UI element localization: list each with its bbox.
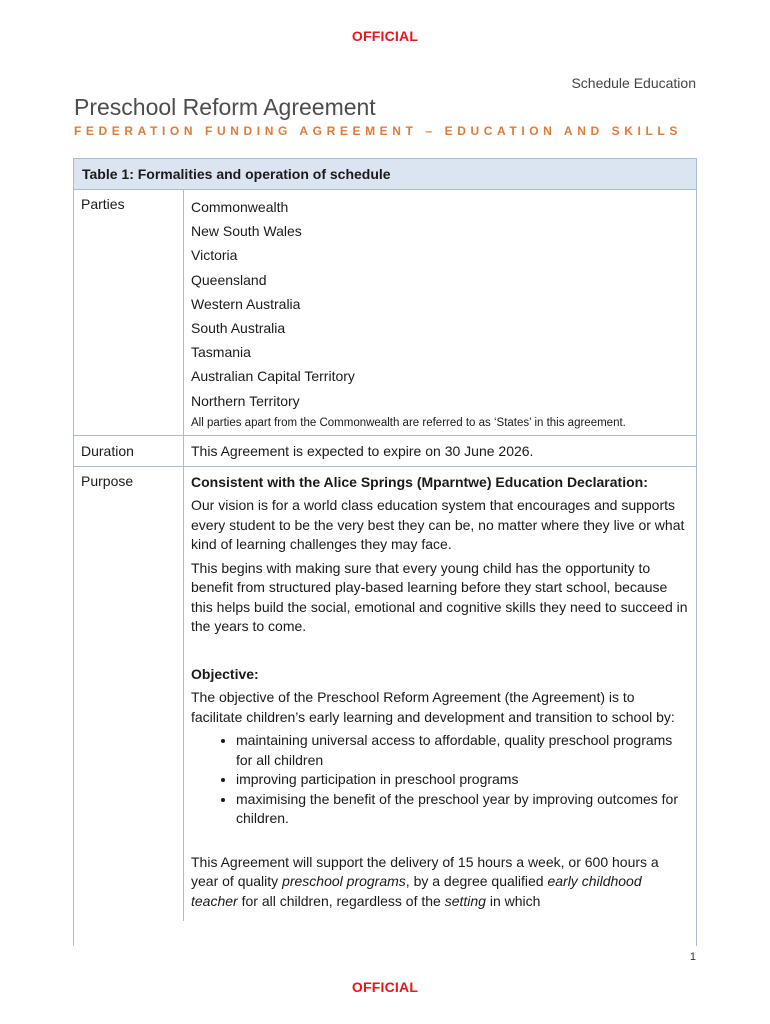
party-item: Queensland <box>191 271 267 288</box>
parties-note: All parties apart from the Commonwealth are referred to as ‘States’ in this agreement. <box>191 416 626 429</box>
declaration-heading: Consistent with the Alice Springs (Mparntwe) Education Declaration: <box>191 473 648 490</box>
page-number: 1 <box>689 951 696 963</box>
objective-list <box>191 731 689 829</box>
party-item: Northern Territory <box>191 392 300 409</box>
list-item: • improving participation in preschool programs <box>236 770 689 790</box>
list-item: • maximising the benefit of the preschool year by improving outcomes for children. <box>236 790 689 829</box>
list-item: • maintaining universal access to affordable, quality preschool programs for all children <box>236 731 689 770</box>
row-label-parties: Parties <box>74 190 184 435</box>
party-item: Australian Capital Territory <box>191 368 355 385</box>
party-item: New South Wales <box>191 223 302 240</box>
row-label-purpose: Purpose <box>74 467 184 922</box>
begins-paragraph: This begins with making sure that every young child has the opportunity to benefit from structured play-based learning before they start school, because this helps build the social, emotional and cognitive skills they need to succeed in the years to come. <box>191 559 688 635</box>
table-caption: Table 1: Formalities and operation of schedule <box>74 159 696 190</box>
support-paragraph: This Agreement will support the delivery of 15 hours a week, or 600 hours a year of quality preschool programs, by a degree qualified early childhood teacher for all children, regardless of the setting in which <box>191 853 659 909</box>
classification-marking-bottom: OFFICIAL <box>351 979 419 995</box>
parties-cell <box>184 190 696 435</box>
document-subtitle: FEDERATION FUNDING AGREEMENT – EDUCATION AND SKILLS <box>74 124 682 138</box>
schedule-label: Schedule Education <box>571 75 696 91</box>
document-title: Preschool Reform Agreement <box>74 94 376 120</box>
objective-heading: Objective: <box>191 665 259 682</box>
party-item: Victoria <box>191 247 238 264</box>
party-item: South Australia <box>191 320 286 337</box>
row-label-duration: Duration <box>74 436 184 466</box>
formalities-table <box>73 158 697 946</box>
table-row-duration <box>74 436 696 467</box>
objective-paragraph: The objective of the Preschool Reform Agreement (the Agreement) is to facilitate children’s early learning and development and transition to school by: <box>191 689 675 725</box>
party-item: Commonwealth <box>191 199 289 215</box>
table-row-purpose <box>74 467 696 922</box>
table-row-parties <box>74 190 696 436</box>
classification-marking-top: OFFICIAL <box>351 28 419 44</box>
vision-paragraph: Our vision is for a world class education system that encourages and supports every student to be the very best they can be, no matter where they live or what kind of learning challenges they may face. <box>191 497 685 553</box>
party-item: Western Australia <box>191 295 301 312</box>
party-item: Tasmania <box>191 344 251 361</box>
duration-text: This Agreement is expected to expire on 30 June 2026. <box>191 442 534 459</box>
purpose-cell <box>184 467 696 922</box>
